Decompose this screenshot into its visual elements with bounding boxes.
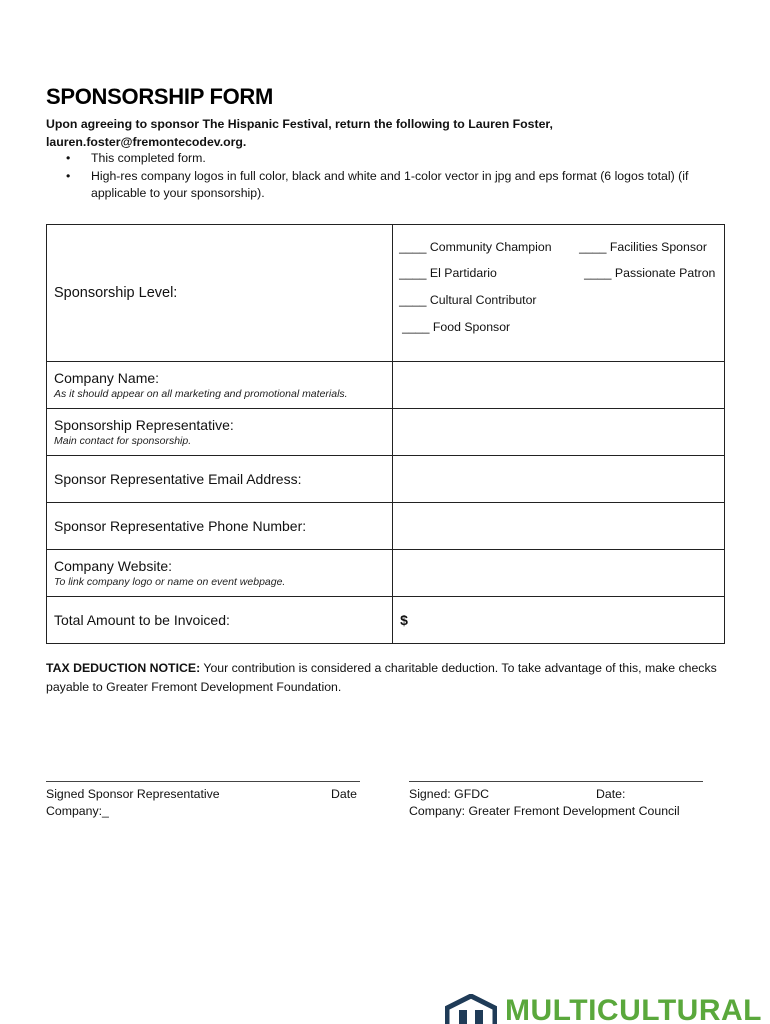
gfdc-date-label: Date: xyxy=(596,787,626,801)
dollar-sign: $ xyxy=(400,612,408,628)
website-label: Company Website: xyxy=(54,558,173,574)
company-name-label: Company Name: xyxy=(54,370,160,386)
rep-label: Sponsorship Representative: xyxy=(54,417,234,433)
sponsorship-level-label: Sponsorship Level: xyxy=(54,285,178,301)
table-row xyxy=(47,456,725,503)
rep-label-cell xyxy=(47,409,393,456)
page-title: SPONSORSHIP FORM xyxy=(46,84,274,109)
level-community-champion[interactable]: ____ Community Champion xyxy=(399,240,552,254)
intro-line-1: Upon agreeing to sponsor The Hispanic Festival, return the following to Lauren Foster, xyxy=(46,117,553,131)
email-label: Sponsor Representative Email Address: xyxy=(54,471,302,487)
level-cultural-contributor[interactable]: ____ Cultural Contributor xyxy=(399,293,537,307)
total-amount-field[interactable] xyxy=(393,597,725,644)
table-row xyxy=(47,225,725,362)
sponsor-signed-label: Signed Sponsor Representative xyxy=(46,787,220,801)
gfdc-company-label: Company: Greater Fremont Development Council xyxy=(409,804,680,818)
list-item: • This completed form. xyxy=(66,150,726,168)
sponsor-date-label: Date xyxy=(331,787,357,801)
phone-field[interactable] xyxy=(393,503,725,550)
return-items-list xyxy=(66,150,726,203)
level-passionate-patron[interactable]: ____ Passionate Patron xyxy=(584,266,716,280)
table-row xyxy=(47,362,725,409)
intro-text xyxy=(46,116,736,151)
website-label-cell xyxy=(47,550,393,597)
tax-notice-text: Your contribution is considered a charitable deduction. To take advantage of this, make checks payable to Greater Fremont Development Foundation. xyxy=(46,661,717,694)
gfdc-signature-line[interactable] xyxy=(409,781,703,782)
total-label: Total Amount to be Invoiced: xyxy=(54,612,230,628)
sponsor-company-label: Company:_ xyxy=(46,804,109,818)
multicultural-logo xyxy=(445,994,770,1024)
intro-email: lauren.foster@fremontecodev.org. xyxy=(46,134,247,149)
company-name-note: As it should appear on all marketing and promotional materials. xyxy=(54,388,348,400)
level-facilities-sponsor[interactable]: ____ Facilities Sponsor xyxy=(579,240,707,254)
tax-deduction-notice xyxy=(46,659,736,697)
email-label-cell xyxy=(47,456,393,503)
gfdc-signed-label: Signed: GFDC xyxy=(409,787,489,801)
sponsorship-level-options xyxy=(393,225,725,362)
rep-field[interactable] xyxy=(393,409,725,456)
tax-notice-heading: TAX DEDUCTION NOTICE: xyxy=(46,661,201,675)
company-name-label-cell xyxy=(47,362,393,409)
total-label-cell xyxy=(47,597,393,644)
house-icon xyxy=(445,994,497,1024)
sponsorship-table xyxy=(46,224,725,644)
sponsor-signature-line[interactable] xyxy=(46,781,360,782)
table-row xyxy=(47,409,725,456)
phone-label-cell xyxy=(47,503,393,550)
phone-label: Sponsor Representative Phone Number: xyxy=(54,518,307,534)
table-row xyxy=(47,597,725,644)
company-name-field[interactable] xyxy=(393,362,725,409)
table-row xyxy=(47,503,725,550)
logo-text: MULTICULTURAL xyxy=(505,994,762,1024)
level-food-sponsor[interactable]: ____ Food Sponsor xyxy=(402,320,511,334)
email-field[interactable] xyxy=(393,456,725,503)
rep-note: Main contact for sponsorship. xyxy=(54,435,192,447)
list-item: • High-res company logos in full color, black and white and 1-color vector in jpg and eps format (6 logos total) (if applicable to your sponsorship). xyxy=(66,168,726,203)
website-note: To link company logo or name on event webpage. xyxy=(54,576,286,588)
sponsorship-level-label-cell xyxy=(47,225,393,362)
website-field[interactable] xyxy=(393,550,725,597)
level-el-partidario[interactable]: ____ El Partidario xyxy=(399,266,497,280)
table-row xyxy=(47,550,725,597)
